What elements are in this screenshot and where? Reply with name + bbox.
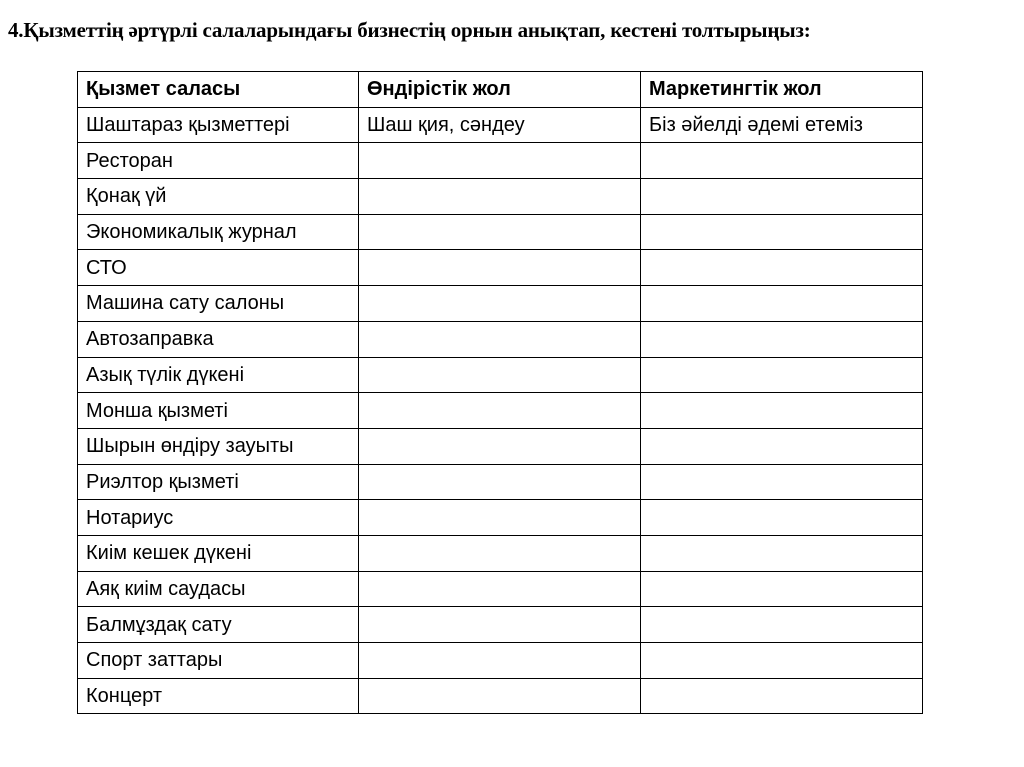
table-row bbox=[78, 357, 923, 393]
cell-production-way bbox=[359, 143, 641, 179]
cell-service-area: Шырын өндіру зауыты bbox=[78, 428, 359, 464]
cell-production-way bbox=[359, 643, 641, 679]
cell-production-way bbox=[359, 286, 641, 322]
cell-marketing-way bbox=[641, 393, 923, 429]
cell-production-way bbox=[359, 214, 641, 250]
cell-marketing-way bbox=[641, 571, 923, 607]
cell-production-way bbox=[359, 428, 641, 464]
column-header-service-area: Қызмет саласы bbox=[78, 72, 359, 108]
cell-marketing-way bbox=[641, 250, 923, 286]
cell-service-area: Автозаправка bbox=[78, 321, 359, 357]
table-row bbox=[78, 571, 923, 607]
table-row bbox=[78, 464, 923, 500]
cell-marketing-way bbox=[641, 321, 923, 357]
cell-marketing-way bbox=[641, 179, 923, 215]
cell-service-area: Монша қызметі bbox=[78, 393, 359, 429]
cell-marketing-way bbox=[641, 464, 923, 500]
cell-marketing-way bbox=[641, 428, 923, 464]
cell-service-area: Азық түлік дүкені bbox=[78, 357, 359, 393]
cell-production-way bbox=[359, 535, 641, 571]
table-row bbox=[78, 250, 923, 286]
table-row bbox=[78, 678, 923, 714]
cell-marketing-way bbox=[641, 286, 923, 322]
cell-service-area: Экономикалық журнал bbox=[78, 214, 359, 250]
column-header-marketing-way: Маркетингтік жол bbox=[641, 72, 923, 108]
cell-service-area: Киім кешек дүкені bbox=[78, 535, 359, 571]
cell-service-area: Ресторан bbox=[78, 143, 359, 179]
table-row bbox=[78, 393, 923, 429]
cell-production-way bbox=[359, 321, 641, 357]
cell-marketing-way bbox=[641, 500, 923, 536]
cell-production-way bbox=[359, 464, 641, 500]
cell-service-area: Машина сату салоны bbox=[78, 286, 359, 322]
table-row bbox=[78, 107, 923, 143]
table-row bbox=[78, 500, 923, 536]
column-header-production-way: Өндірістік жол bbox=[359, 72, 641, 108]
table-row bbox=[78, 321, 923, 357]
cell-production-way bbox=[359, 179, 641, 215]
cell-service-area: Аяқ киім саудасы bbox=[78, 571, 359, 607]
cell-production-way bbox=[359, 393, 641, 429]
cell-marketing-way bbox=[641, 143, 923, 179]
cell-marketing-way bbox=[641, 357, 923, 393]
cell-marketing-way bbox=[641, 678, 923, 714]
cell-marketing-way: Біз әйелді әдемі етеміз bbox=[641, 107, 923, 143]
cell-marketing-way bbox=[641, 214, 923, 250]
cell-production-way bbox=[359, 250, 641, 286]
table-row bbox=[78, 214, 923, 250]
table-row bbox=[78, 643, 923, 679]
table-row bbox=[78, 607, 923, 643]
cell-production-way bbox=[359, 357, 641, 393]
table-row bbox=[78, 143, 923, 179]
cell-service-area: Қонақ үй bbox=[78, 179, 359, 215]
cell-production-way: Шаш қия, сәндеу bbox=[359, 107, 641, 143]
cell-service-area: Спорт заттары bbox=[78, 643, 359, 679]
cell-marketing-way bbox=[641, 535, 923, 571]
page-title: 4.Қызметтің әртүрлі салаларындағы бизнестің орнын анықтап, кестені толтырыңыз: bbox=[8, 18, 811, 42]
cell-service-area: Концерт bbox=[78, 678, 359, 714]
cell-service-area: Нотариус bbox=[78, 500, 359, 536]
cell-production-way bbox=[359, 500, 641, 536]
services-table bbox=[77, 71, 923, 714]
cell-service-area: Балмұздақ сату bbox=[78, 607, 359, 643]
cell-service-area: Шаштараз қызметтері bbox=[78, 107, 359, 143]
cell-production-way bbox=[359, 678, 641, 714]
cell-production-way bbox=[359, 571, 641, 607]
table-header-row bbox=[78, 72, 923, 108]
table-row bbox=[78, 286, 923, 322]
table-row bbox=[78, 535, 923, 571]
table-row bbox=[78, 428, 923, 464]
cell-marketing-way bbox=[641, 607, 923, 643]
cell-service-area: Риэлтор қызметі bbox=[78, 464, 359, 500]
cell-service-area: СТО bbox=[78, 250, 359, 286]
cell-production-way bbox=[359, 607, 641, 643]
table-row bbox=[78, 179, 923, 215]
cell-marketing-way bbox=[641, 643, 923, 679]
